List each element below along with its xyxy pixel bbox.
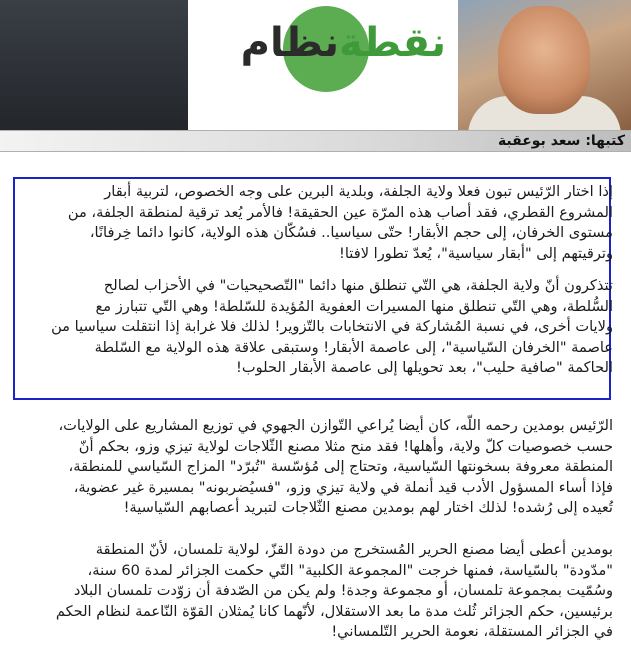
paragraph-1 <box>15 182 613 264</box>
paragraph-line: حسب خصوصيات كلّ ولاية، وأهلها! فقد منح مثلا مصنع الثّلاجات لولاية تيزي وزو، بحكم أنّ <box>78 437 613 455</box>
paragraph-line: فإذا أساء المسؤول الأدب قيد أنملة في ولاية تيزي وزو، "فسيُضربونه" بمسيرة غير عضوية، <box>73 478 613 496</box>
author-photo <box>458 0 631 130</box>
paragraph-line: "مدّودة" بالسّياسة، فمنها خرجت "المجموعة الكلبية" التّي حكمت الجزائر لمدة 60 سنة، <box>87 561 613 579</box>
logo-part1: نقطة <box>338 20 446 66</box>
paragraph-line: المشروع القطري، فقد أصاب هذه المرّة عين الحقيقة! فالأمر يُعد ترقية لمنطقة الجلفة، من <box>67 203 613 221</box>
paragraph-line: الحاكمة "صافية حليب"، بعد تحويلها إلى عاصمة الأبقار الحلوب! <box>236 359 613 377</box>
paragraph-line: بومدين أعطى أيضا مصنع الحرير المُستخرج من دودة القزّ، لولاية تلمسان، لأنّ المنطقة <box>95 541 613 558</box>
paragraph-line: تُعيده إلى رُشده! لذلك اختار لهم بومدين مصنع الثّلاجات لتبريد أعصابهم السّياسية! <box>123 499 613 517</box>
author-photo-face <box>498 6 590 114</box>
paragraph-line: ولايات أخرى، في نسبة المُشاركة في الانتخابات بالتّزوير! لذلك فلا غرابة إذا انتقلت سياسيا من <box>51 318 613 336</box>
paragraph-line: تتذكرون أنّ ولاية الجلفة، هي التّي تنطلق منها دائما "التّصحيحيات" في الأحزاب لصالح <box>103 277 613 294</box>
paragraph-3 <box>15 416 613 519</box>
paragraph-line: وسُمّيت بمجموعة تلمسان، أو مجموعة وجدة! ولم يكن من الصّدفة أن زوّدت تلمسان البلاد <box>73 582 613 600</box>
banner-dark-image <box>0 0 190 130</box>
paragraph-line: في الجزائر المستقلة، نعومة الحرير التّلمساني! <box>331 623 613 641</box>
paragraph-line: إذا اختار الرّئيس تبون فعلا ولاية الجلفة، وبلدية البرين على وجه الخصوص، لتربية أبقار <box>104 183 613 200</box>
paragraph-line: السُّلطة، وهي التّي تنطلق منها المسيرات العفوية المُؤيدة للسّلطة! وهي التّي تتبارز مع <box>95 297 613 315</box>
paragraph-4 <box>15 540 613 643</box>
logo-part2: نظام <box>240 20 339 66</box>
paragraph-line: عاصمة "الخرفان السّياسية"، إلى عاصمة الأبقار! وستبقى علاقة هذه الولاية مع السّلطة <box>94 338 613 356</box>
byline-bar <box>0 130 631 152</box>
paragraph-2 <box>15 276 613 379</box>
column-logo <box>188 0 458 130</box>
logo-text <box>206 14 446 84</box>
paragraph-line: مستوى الخرفان، إلى حجم الأبقار! حتّى سياسيا.. فسُكّان هذه الولاية، كانوا دائما خِرفانًا، <box>89 224 613 242</box>
paragraph-line: الرّئيس بومدين رحمه اللّه، كان أيضا يُراعي التّوازن الجهوي في توزيع المشاريع على الولايات، <box>58 417 613 434</box>
paragraph-line: المنطقة معروفة بسخونتها السّياسية، وتحتاج إلى مُؤسّسة "تُبرّد" المزاج السّياسي للمنطقة، <box>68 458 613 476</box>
header-banner <box>0 0 631 130</box>
paragraph-line: وترقيتهم إلى "أبقار سياسية"، يُعدّ تطورا لافتا! <box>339 244 613 262</box>
paragraph-line: برئيسين، حكم الجزائر ثُلث مدة ما بعد الاستقلال، لأنّهما كانا يُمثلان القوّة النّاعمة لنظام الحكم <box>55 602 613 620</box>
author-byline: كتبها: سعد بوعقبة <box>497 133 625 149</box>
